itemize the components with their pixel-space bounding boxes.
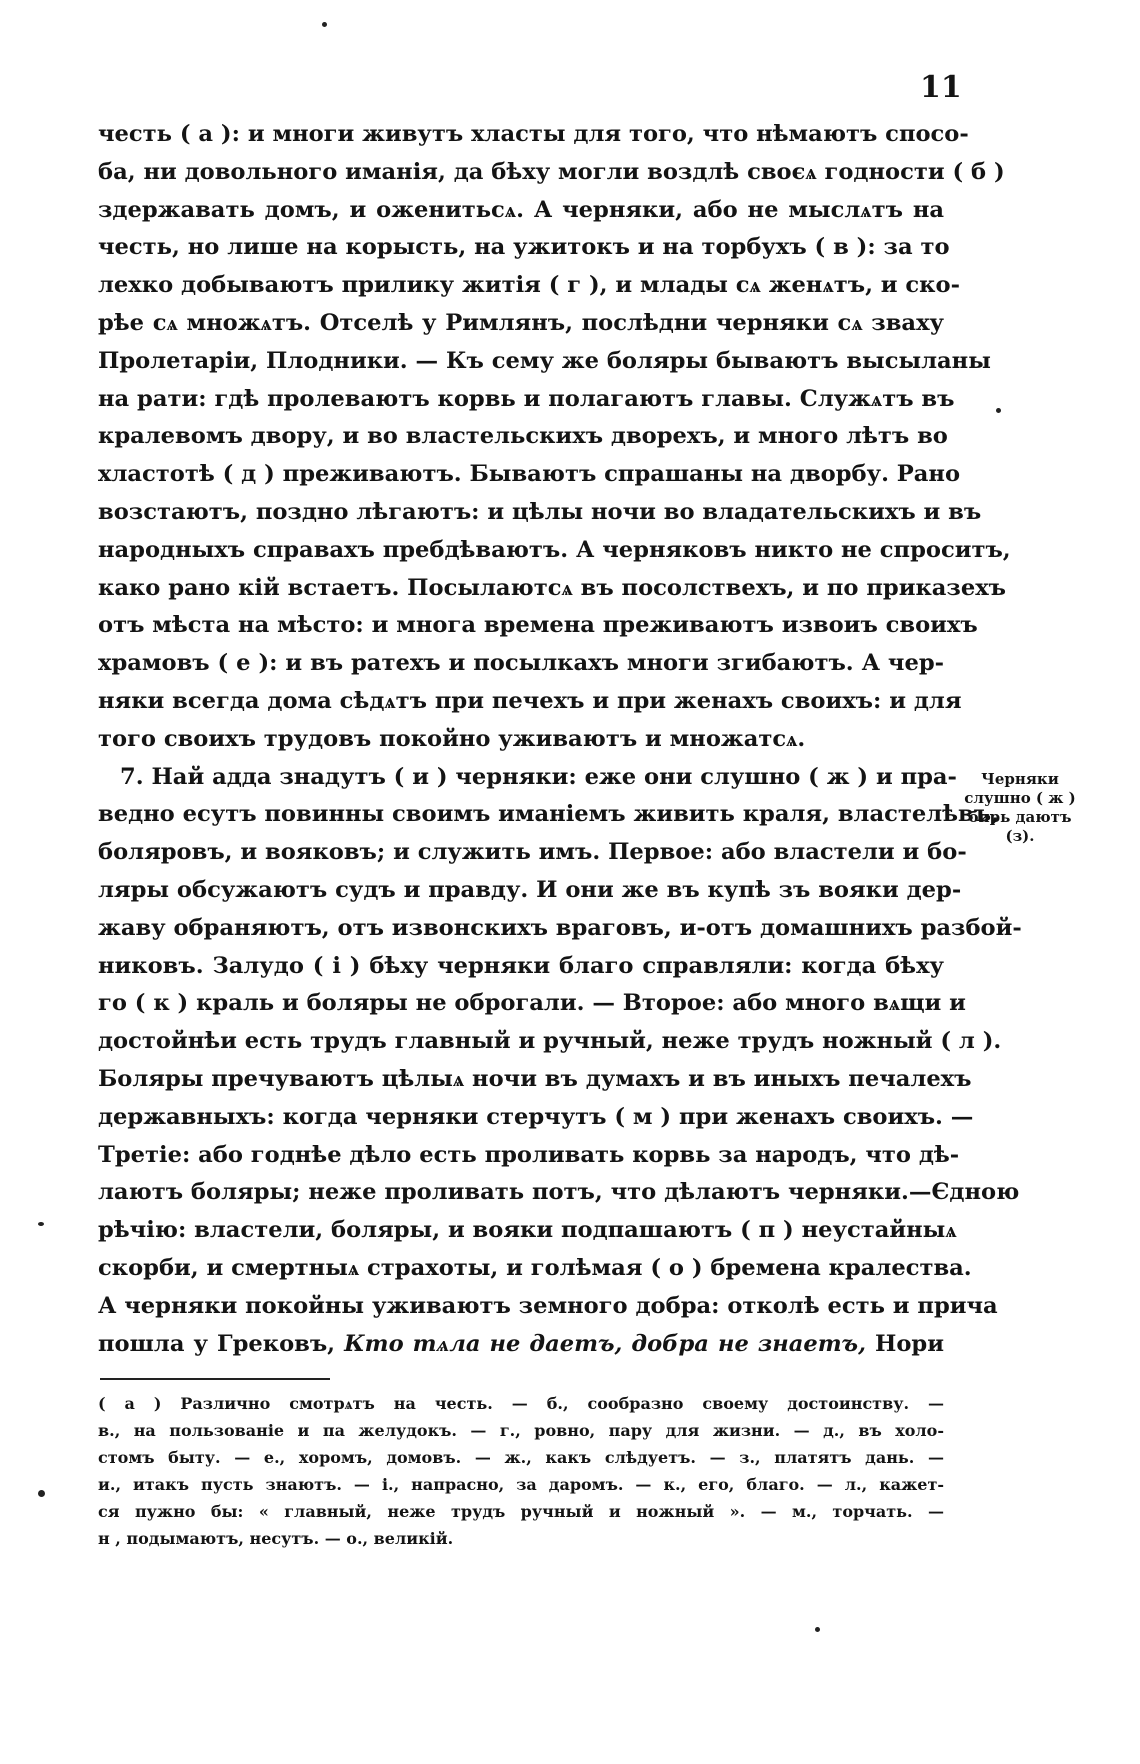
text-line: кралевомъ двору, и во властельскихъ дворехъ, и много лѣтъ во	[98, 423, 948, 450]
text-line: хластотѣ ( д ) преживаютъ. Бываютъ спрашаны на дворбу. Рано	[98, 461, 961, 488]
text-line: ба, ни довольного иманія, да бѣху могли воздлѣ своєѧ годности ( б )	[98, 158, 1005, 185]
line-end: Нори	[875, 1330, 944, 1357]
text-line: возстаютъ, поздно лѣгаютъ: и цѣлы ночи во владательскихъ и въ	[98, 498, 982, 525]
ink-speck	[322, 22, 327, 27]
text-line: скорби, и смертныѧ страхоты, и голѣмая ( о ) бремена кралества.	[98, 1254, 972, 1281]
margin-note: Черняки слушно ( ж ) бирь даютъ (з).	[964, 770, 1076, 845]
text-line: Боляры пречуваютъ цѣлыѧ ночи въ думахъ и въ иныхъ печалехъ	[98, 1065, 972, 1092]
line-plain: пошла у Грековъ,	[98, 1330, 336, 1357]
text-line-with-quote	[98, 1326, 944, 1364]
footnote-line: н , подымаютъ, несутъ. — о., великій.	[98, 1529, 454, 1548]
footnote-line: и., итакъ пусть знаютъ. — і., напрасно, за даромъ. — к., его, благо. — л., кажет-	[98, 1475, 944, 1494]
ink-speck	[38, 1490, 45, 1497]
text-line: жаву обраняютъ, отъ извонскихъ враговъ, и-отъ домашнихъ разбой-	[98, 914, 1022, 941]
text-line: честь, но лише на корысть, на ужитокъ и на торбухъ ( в ): за то	[98, 234, 950, 261]
text-line: боляровъ, и вояковъ; и служить имъ. Первое: або властели и бо-	[98, 839, 967, 866]
text-line: А черняки покойны уживаютъ земного добра: отколѣ есть и прича	[98, 1292, 998, 1319]
footnote-line: в., на пользованіе и па желудокъ. — г., ровно, пару для жизни. — д., въ холо-	[98, 1421, 944, 1440]
footnote-line: ся пужно бы: « главный, неже трудъ ручный и ножный ». — м., торчать. —	[98, 1502, 944, 1521]
ink-speck	[815, 1627, 820, 1632]
page-number: 11	[920, 70, 962, 105]
text-line: здержавать домъ, и оженитьсѧ. А черняки, або не мыслѧтъ на	[98, 196, 944, 223]
text-line: никовъ. Залудо ( і ) бѣху черняки благо справляли: когда бѣху	[98, 952, 944, 979]
ink-speck	[38, 1222, 44, 1226]
text-line: лаютъ боляры; неже проливать потъ, что дѣлаютъ черняки.—Єдною	[98, 1179, 1020, 1206]
text-line: достойнѣи есть трудъ главный и ручный, неже трудъ ножный ( л ).	[98, 1028, 1002, 1055]
text-line: честь ( а ): и многи живутъ хласты для того, что нѣмаютъ спосо-	[98, 121, 969, 147]
ink-speck	[996, 408, 1001, 413]
quoted-proverb: Кто тѧла не даетъ, добра не знаетъ,	[344, 1330, 866, 1357]
text-line: ляры обсужаютъ судъ и правду. И они же въ купѣ зъ вояки дер-	[98, 876, 962, 903]
text-line: рѣчію: властели, боляры, и вояки подпашаютъ ( п ) неустайныѧ	[98, 1217, 957, 1244]
footnote-line: стомъ быту. — е., хоромъ, домовъ. — ж., какъ слѣдуетъ. — з., платятъ дань. —	[98, 1448, 944, 1467]
text-line: няки всегда дома сѣдѧтъ при печехъ и при женахъ своихъ: и для	[98, 687, 962, 714]
footnote-line: ( а ) Различно смотрѧтъ на честь. — б., сообразно своему достоинству. —	[98, 1394, 944, 1413]
text-line: Пролетаріи, Плодники. — Къ сему же боляры бываютъ высыланы	[98, 347, 991, 374]
text-line: народныхъ справахъ пребдѣваютъ. А черняковъ никто не спроситъ,	[98, 536, 1011, 563]
text-line: ведно есутъ повинны своимъ иманіемъ живить краля, властелѣвъ,	[98, 801, 999, 828]
text-line: державныхъ: когда черняки стерчутъ ( м ) при женахъ своихъ. —	[98, 1103, 974, 1130]
text-line: рѣе сѧ множѧтъ. Отселѣ у Римлянъ, послѣдни черняки сѧ зваху	[98, 309, 944, 336]
footnote-divider	[100, 1378, 330, 1380]
paragraph-start-line: 7. Най адда знадутъ ( и ) черняки: еже они слушно ( ж ) и пра-	[120, 763, 957, 790]
text-line: отъ мѣста на мѣсто: и многа времена преживаютъ извоиъ своихъ	[98, 612, 978, 639]
text-line: Третіе: або годнѣе дѣло есть проливать корвь за народъ, что дѣ-	[98, 1141, 960, 1168]
text-line: како рано кій встаетъ. Посылаютсѧ въ посолствехъ, и по приказехъ	[98, 574, 1007, 601]
text-line: лехко добываютъ прилику житія ( г ), и млады сѧ женѧтъ, и ско-	[98, 272, 960, 299]
footnotes	[98, 1390, 944, 1552]
text-line: храмовъ ( е ): и въ ратехъ и посылкахъ многи згибаютъ. А чер-	[98, 650, 944, 677]
text-line: на рати: гдѣ пролеваютъ корвь и полагаютъ главы. Служѧтъ въ	[98, 385, 955, 412]
text-line: го ( к ) краль и боляры не оброгали. — Второе: або много вѧщи и	[98, 990, 966, 1017]
text-line: того своихъ трудовъ покойно уживаютъ и множатсѧ.	[98, 725, 806, 752]
